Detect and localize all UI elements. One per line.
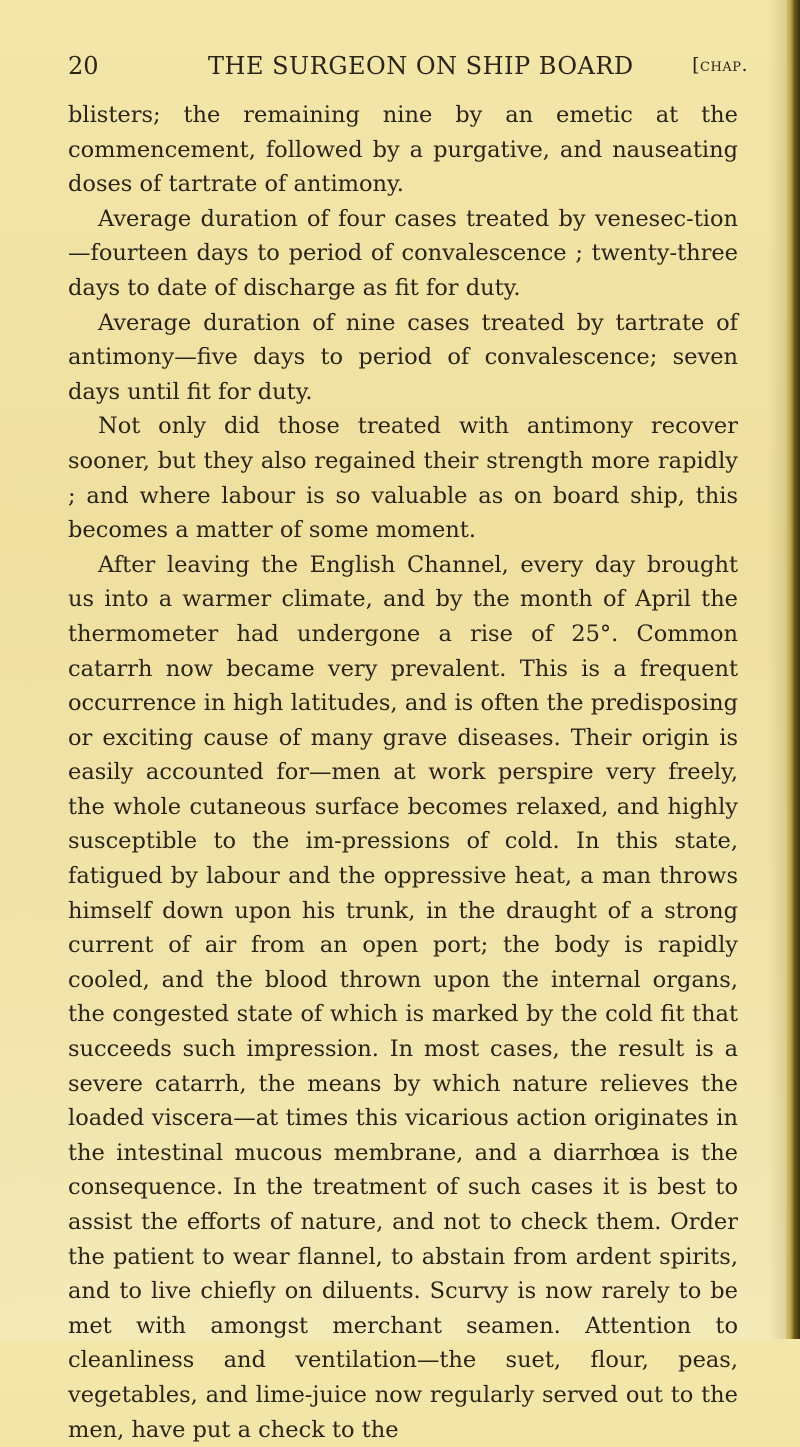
- paragraph-2: Average duration of four cases treated by venesec-tion—fourteen days to period of convalescence ; twenty-three days to date of discharge as fit for duty.: [68, 205, 738, 301]
- chapter-bracket: [: [692, 54, 701, 76]
- body-text: [68, 98, 738, 1447]
- page-edge: [786, 0, 800, 1339]
- running-head: [68, 52, 748, 82]
- page-edge-shadow: [768, 0, 786, 1339]
- page-number: 20: [68, 52, 99, 80]
- paragraph-1: blisters; the remaining nine by an emetic at the commencement, followed by a purgative, and nauseating doses of tartrate of antimony.: [68, 102, 738, 198]
- paragraph-4: Not only did those treated with antimony recover sooner, but they also regained their strength more rapidly ; and where labour is so valuable as on board ship, this becomes a matter of some moment.: [68, 413, 738, 544]
- paragraph-3: Average duration of nine cases treated by tartrate of antimony—five days to period of convalescence; seven days until fit for duty.: [68, 309, 738, 405]
- running-title: THE SURGEON ON SHIP BOARD: [208, 52, 634, 80]
- chapter-mark: [692, 54, 748, 76]
- paragraph-5: After leaving the English Channel, every day brought us into a warmer climate, and by the month of April the thermometer had undergone a rise of 25°. Common catarrh now became very prevalent. This is a frequent occurrence in high latitudes, and is often the predisposing or exciting cause of many grave diseases. Their origin is easily accounted for—men at work perspire very freely, the whole cutaneous surface becomes relaxed, and highly susceptible to the im-pressions of cold. In this state, fatigued by labour and the oppressive heat, a man throws himself down upon his trunk, in the draught of a strong current of air from an open port; the body is rapidly cooled, and the blood thrown upon the internal organs, the congested state of which is marked by the cold fit that succeeds such impression. In most cases, the result is a severe catarrh, the means by which nature relieves the loaded viscera—at times this vicarious action originates in the intestinal mucous membrane, and a diarrhœa is the consequence. In the treatment of such cases it is best to assist the efforts of nature, and not to check them. Order the patient to wear flannel, to abstain from ardent spirits, and to live chiefly on diluents. Scurvy is now rarely to be met with amongst merchant seamen. Attention to cleanliness and ventilation—the suet, flour, peas, vegetables, and lime-juice now regularly served out to the men, have put a check to the: [68, 551, 738, 1443]
- chapter-abbrev: chap.: [700, 54, 748, 76]
